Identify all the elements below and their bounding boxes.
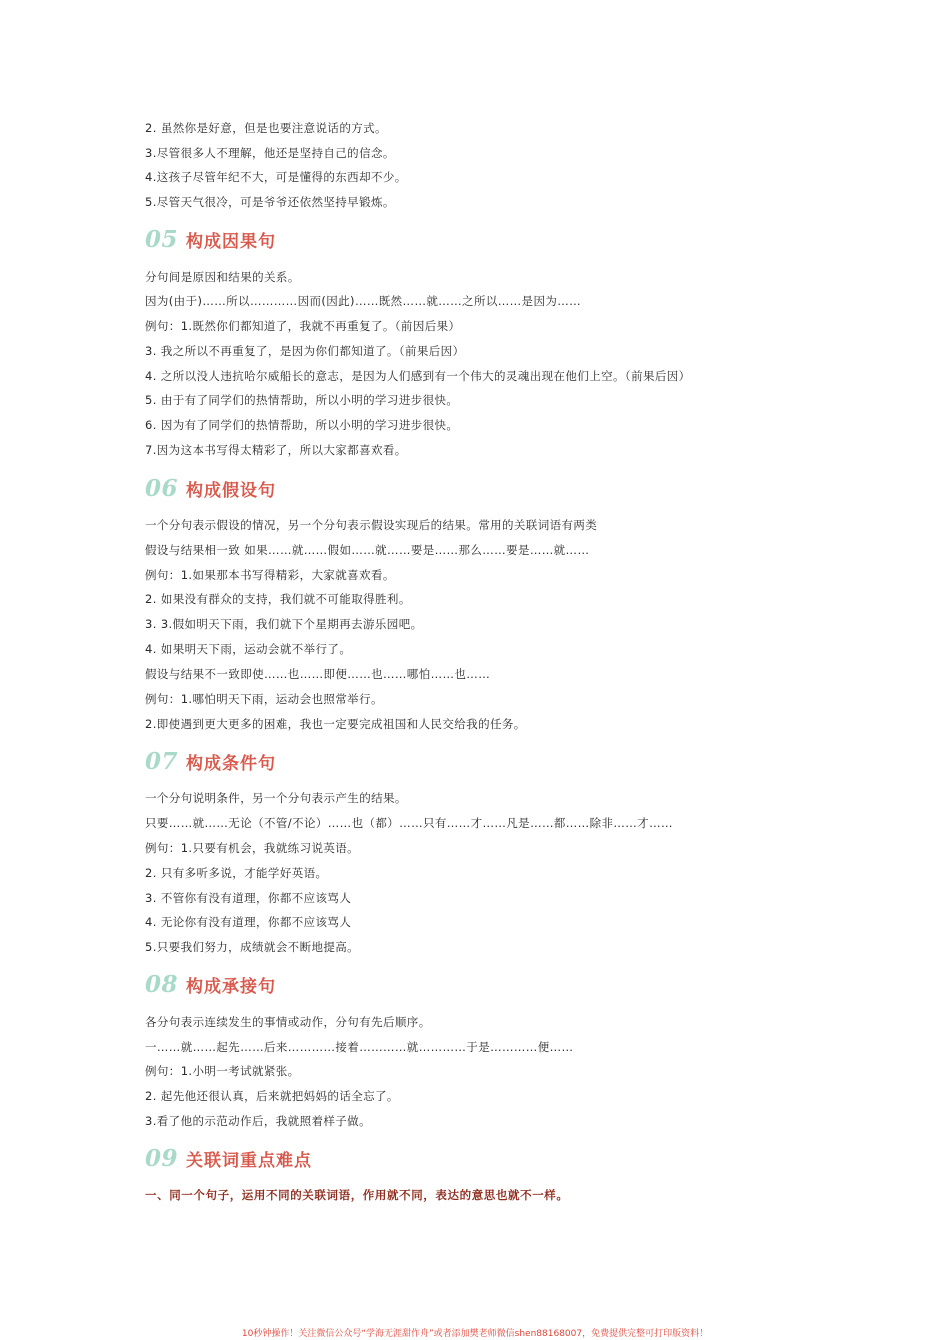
section-number: 08 xyxy=(145,971,179,998)
section-number: 07 xyxy=(145,748,179,775)
section-heading-09 xyxy=(145,1145,312,1175)
section-heading-06 xyxy=(145,475,276,505)
section-heading-07 xyxy=(145,748,276,778)
text-line: 4. 无论你有没有道理，你都不应该骂人 xyxy=(145,915,352,929)
text-line: 7.因为这本书写得太精彩了，所以大家都喜欢看。 xyxy=(145,443,407,457)
section-heading-08 xyxy=(145,971,276,1001)
text-line: 因为(由于)……所以…………因而(因此)……既然……就……之所以……是因为…… xyxy=(145,294,582,308)
section-number: 05 xyxy=(145,226,179,253)
text-line: 4.这孩子尽管年纪不大，可是懂得的东西却不少。 xyxy=(145,170,407,184)
section-title: 构成条件句 xyxy=(186,754,277,774)
text-line: 例句：1.如果那本书写得精彩，大家就喜欢看。 xyxy=(145,568,395,582)
section-title: 构成假设句 xyxy=(186,481,277,501)
text-line: 3.看了他的示范动作后，我就照着样子做。 xyxy=(145,1114,371,1128)
section-number: 09 xyxy=(145,1145,179,1172)
text-line: 例句：1.小明一考试就紧张。 xyxy=(145,1064,300,1078)
text-line: 例句：1.既然你们都知道了，我就不再重复了。（前因后果） xyxy=(145,319,461,333)
text-line: 2. 如果没有群众的支持，我们就不可能取得胜利。 xyxy=(145,592,411,606)
section-number: 06 xyxy=(145,475,179,502)
section-title: 构成因果句 xyxy=(186,232,277,252)
text-line: 5.只要我们努力，成绩就会不断地提高。 xyxy=(145,940,360,954)
text-line: 各分句表示连续发生的事情或动作，分句有先后顺序。 xyxy=(145,1015,431,1029)
text-line: 分句间是原因和结果的关系。 xyxy=(145,270,300,284)
text-line: 3. 3.假如明天下雨，我们就下个星期再去游乐园吧。 xyxy=(145,617,423,631)
text-line: 4. 如果明天下雨，运动会就不举行了。 xyxy=(145,642,352,656)
text-line: 4. 之所以没人违抗哈尔威船长的意志，是因为人们感到有一个伟大的灵魂出现在他们上空。（前果后因） xyxy=(145,369,691,383)
text-line: 2. 虽然你是好意，但是也要注意说话的方式。 xyxy=(145,121,387,135)
text-line: 2. 只有多听多说，才能学好英语。 xyxy=(145,866,328,880)
text-line: 只要……就……无论（不管/不论）……也（都）……只有……才……凡是……都……除非……才…… xyxy=(145,816,673,830)
text-line: 6. 因为有了同学们的热情帮助，所以小明的学习进步很快。 xyxy=(145,418,459,432)
text-line: 一……就……起先……后来…………接着…………就…………于是…………便…… xyxy=(145,1040,574,1054)
text-line: 一个分句表示假设的情况，另一个分句表示假设实现后的结果。常用的关联词语有两类 xyxy=(145,518,598,532)
text-line: 3. 我之所以不再重复了，是因为你们都知道了。（前果后因） xyxy=(145,344,465,358)
text-line: 5. 由于有了同学们的热情帮助，所以小明的学习进步很快。 xyxy=(145,393,459,407)
text-line: 2. 起先他还很认真，后来就把妈妈的话全忘了。 xyxy=(145,1089,399,1103)
text-line: 例句：1.哪怕明天下雨，运动会也照常举行。 xyxy=(145,692,383,706)
text-line: 假设与结果不一致即使……也……即便……也……哪怕……也…… xyxy=(145,667,491,681)
section-heading-05 xyxy=(145,226,276,256)
text-line: 5.尽管天气很冷，可是爷爷还依然坚持早锻炼。 xyxy=(145,195,395,209)
text-line: 3. 不管你有没有道理，你都不应该骂人 xyxy=(145,891,352,905)
emphasis-line: 一、同一个句子，运用不同的关联词语，作用就不同，表达的意思也就不一样。 xyxy=(145,1188,569,1202)
text-line: 2.即使遇到更大更多的困难，我也一定要完成祖国和人民交给我的任务。 xyxy=(145,717,526,731)
text-line: 例句：1.只要有机会，我就练习说英语。 xyxy=(145,841,360,855)
text-line: 一个分句说明条件，另一个分句表示产生的结果。 xyxy=(145,791,407,805)
text-line: 3.尽管很多人不理解，他还是坚持自己的信念。 xyxy=(145,146,395,160)
section-title: 关联词重点难点 xyxy=(186,1151,313,1171)
section-title: 构成承接句 xyxy=(186,977,277,997)
footer-notice: 10秒钟操作！关注微信公众号“学海无涯甜作舟”或者添加樊老师微信shen88168007，免费提供完整可打印版资料！ xyxy=(241,1329,709,1339)
text-line: 假设与结果相一致 如果……就……假如……就……要是……那么……要是……就…… xyxy=(145,543,590,557)
